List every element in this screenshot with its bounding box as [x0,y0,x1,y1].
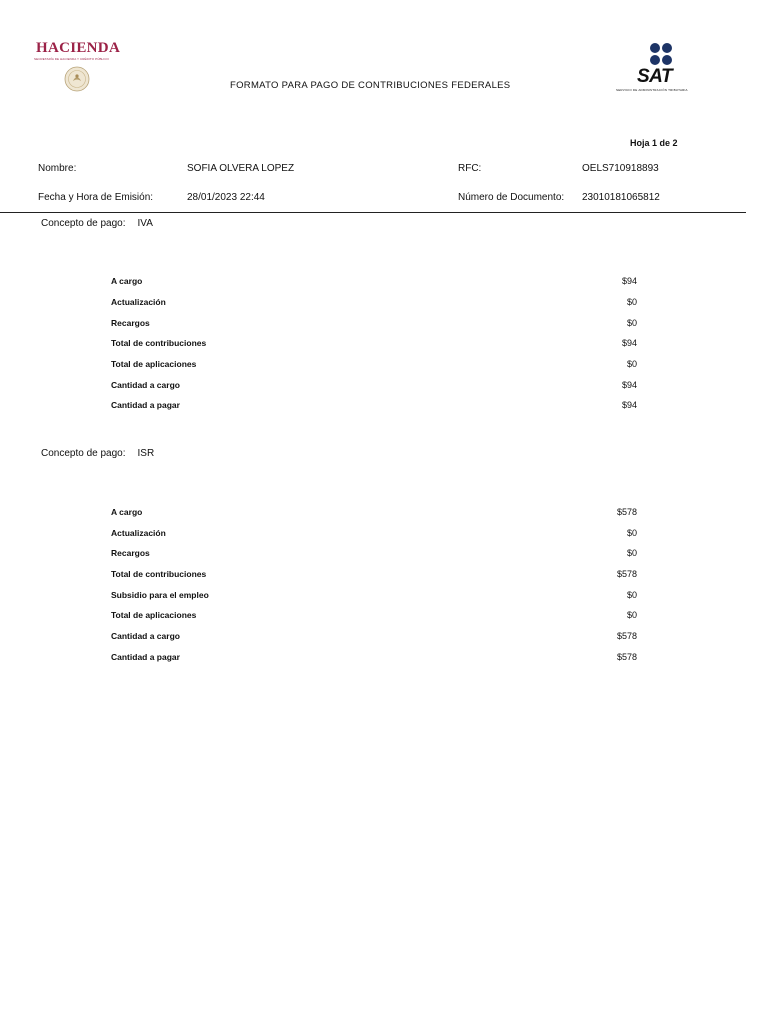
row-amount: $578 [616,631,637,641]
concepto-value: ISR [137,448,155,459]
national-seal-icon [64,66,90,92]
sat-logo [612,40,712,102]
nombre-value: SOFIA OLVERA LOPEZ [187,163,295,174]
hacienda-logo [28,36,128,92]
row-amount: $94 [621,338,637,348]
row-label: Cantidad a cargo [111,631,180,641]
concepto-label: Concepto de pago: [41,218,126,229]
sat-subtitle: SERVICIO DE ADMINISTRACIÓN TRIBUTARIA [616,88,688,92]
concepto-value: IVA [137,218,153,229]
row-amount: $0 [626,610,637,620]
row-amount: $0 [626,590,637,600]
documento-value: 23010181065812 [582,192,660,203]
row-amount: $578 [616,569,637,579]
page-indicator: Hoja 1 de 2 [630,138,678,148]
row-amount: $94 [621,400,637,410]
row-label: Actualización [111,528,166,538]
row-label: Total de contribuciones [111,569,207,579]
documento-label: Número de Documento: [458,192,565,203]
row-amount: $0 [626,359,637,369]
row-amount: $94 [621,380,637,390]
rfc-value: OELS710918893 [582,163,659,174]
row-amount: $0 [626,548,637,558]
row-label: Cantidad a cargo [111,380,180,390]
hacienda-wordmark: HACIENDA [36,40,121,56]
row-label: A cargo [111,276,143,286]
row-amount: $578 [616,652,637,662]
hacienda-subtitle: SECRETARÍA DE HACIENDA Y CRÉDITO PÚBLICO [34,57,109,61]
header-divider [0,212,746,213]
row-amount: $94 [621,276,637,286]
row-label: A cargo [111,507,143,517]
fecha-value: 28/01/2023 22:44 [187,192,265,203]
document-title: FORMATO PARA PAGO DE CONTRIBUCIONES FEDERALES [230,80,511,91]
row-label: Cantidad a pagar [111,652,180,662]
row-label: Total de aplicaciones [111,610,197,620]
concepto-heading [41,448,154,459]
concepto-heading [41,218,153,229]
row-label: Actualización [111,297,166,307]
nombre-label: Nombre: [38,163,77,174]
row-label: Subsidio para el empleo [111,590,209,600]
row-label: Total de contribuciones [111,338,207,348]
rfc-label: RFC: [458,163,482,174]
row-amount: $0 [626,528,637,538]
concepto-label: Concepto de pago: [41,448,126,459]
row-amount: $578 [616,507,637,517]
row-label: Recargos [111,318,150,328]
row-label: Total de aplicaciones [111,359,197,369]
row-label: Recargos [111,548,150,558]
row-amount: $0 [626,297,637,307]
row-amount: $0 [626,318,637,328]
fecha-label: Fecha y Hora de Emisión: [38,192,154,203]
sat-dots-icon [646,42,676,68]
sat-wordmark: SAT [637,66,673,87]
row-label: Cantidad a pagar [111,400,180,410]
